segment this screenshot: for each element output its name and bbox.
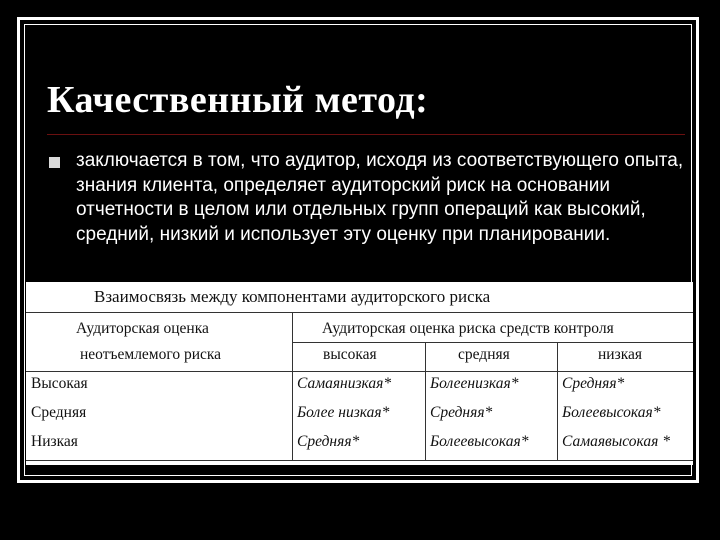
table-cell: Средняя* [562,375,625,392]
square-bullet-icon [49,157,60,168]
group-header: Аудиторская оценка риска средств контроля [322,320,614,337]
table-cell: Самаянизкая* [297,375,392,392]
col-divider-1 [292,312,293,460]
table-cell: Самаявысокая * [562,433,670,450]
subheader-divider [292,342,693,343]
title-divider [47,134,685,135]
table-bottom-border [26,460,693,461]
subheader-low: низкая [598,346,643,363]
table-cell: Болеевысокая* [430,433,529,450]
col1-header-line2: неотъемлемого риска [80,346,222,363]
table-title: Взаимосвязь между компонентами аудиторского риска [94,287,491,306]
table-cell: Средняя* [430,404,493,421]
table-cell: Болеевысокая* [562,404,661,421]
col-divider-2 [425,342,426,460]
header-bottom-border [26,371,693,372]
table-cell: Более низкая* [297,404,390,421]
table-top-border [26,312,693,313]
row-label: Низкая [31,433,78,450]
row-label: Средняя [31,404,87,421]
table-cell: Средняя* [297,433,360,450]
col-divider-3 [557,342,558,460]
slide-title: Качественный метод: [47,79,429,121]
subheader-medium: средняя [458,346,510,363]
col1-header-line1: Аудиторская оценка [76,320,209,337]
bullet-text: заключается в том, что аудитор, исходя из соответствующего опыта, знания клиента, определяет аудиторский риск на основании отчетности в целом или отдельных групп операций как высокий, средний, низкий и использует эту оценку при планировании. [76,150,684,245]
row-label: Высокая [31,375,88,392]
risk-table [26,282,693,465]
table-cell: Болеенизкая* [430,375,519,392]
subheader-high: высокая [323,346,377,363]
